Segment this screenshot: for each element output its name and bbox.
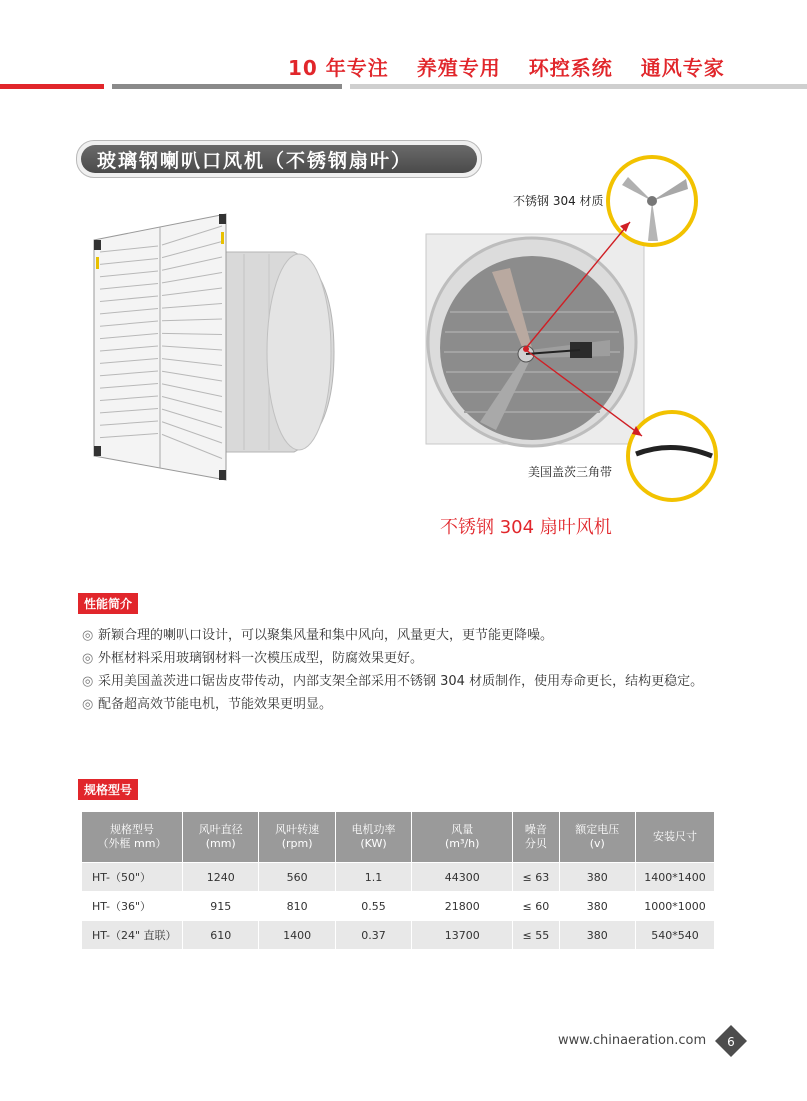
table-cell: 1.1 (335, 863, 411, 892)
bullet-marker-icon: ◎ (82, 697, 94, 712)
table-cell: 1000*1000 (636, 892, 715, 921)
specs-heading: 规格型号 (78, 779, 138, 800)
callout-pointer-lines (500, 200, 660, 460)
bullet-marker-icon: ◎ (82, 674, 94, 689)
table-header-row (82, 812, 714, 863)
list-item (82, 693, 732, 716)
table-cell: 0.55 (335, 892, 411, 921)
features-heading: 性能简介 (78, 593, 138, 614)
table-cell: 560 (259, 863, 335, 892)
table-cell: 1400*1400 (636, 863, 715, 892)
table-cell: 810 (259, 892, 335, 921)
product-caption: 不锈钢 304 扇叶风机 (440, 517, 612, 538)
feature-text: 配备超高效节能电机，节能效果更明显。 (98, 697, 333, 712)
header-rule-gray (112, 84, 342, 89)
table-cell: 44300 (412, 863, 513, 892)
table-cell: 1400 (259, 921, 335, 950)
blade-material-label: 不锈钢 304 材质 (513, 194, 604, 208)
slogan-item: 养殖专用 (416, 56, 501, 80)
slogan-item: 通风专家 (640, 56, 725, 80)
header-rule-red (0, 84, 104, 89)
table-cell: 380 (559, 892, 635, 921)
table-cell: ≤ 60 (513, 892, 559, 921)
page-number: 6 (727, 1035, 735, 1049)
column-header: 风量 (m³/h) (412, 812, 513, 863)
page-number-badge (714, 1024, 748, 1058)
list-item (82, 624, 732, 647)
table-cell: ≤ 55 (513, 921, 559, 950)
list-item (82, 647, 732, 670)
table-row (82, 892, 714, 921)
column-header: 电机功率 (KW) (335, 812, 411, 863)
table-cell: 13700 (412, 921, 513, 950)
table-cell: 21800 (412, 892, 513, 921)
slogan-item: 10 年专注 (288, 56, 389, 80)
table-row (82, 863, 714, 892)
spec-table (82, 812, 714, 949)
table-cell: 380 (559, 921, 635, 950)
table-cell: 1240 (183, 863, 259, 892)
column-header: 风叶直径 (mm) (183, 812, 259, 863)
table-cell: HT-（50"） (82, 863, 183, 892)
list-item (82, 670, 732, 693)
table-cell: 610 (183, 921, 259, 950)
feature-text: 新颖合理的喇叭口设计，可以聚集风量和集中风向，风量更大，更节能更降噪。 (98, 628, 554, 643)
table-cell: HT-（36"） (82, 892, 183, 921)
bullet-marker-icon: ◎ (82, 628, 94, 643)
product-title: 玻璃钢喇叭口风机（不锈钢扇叶） (81, 145, 477, 173)
column-header: 规格型号 （外框 mm） (82, 812, 183, 863)
fan-front-view-image (84, 212, 344, 492)
website-url: www.chinaeration.com (558, 1033, 707, 1048)
belt-label: 美国盖茨三角带 (528, 465, 613, 479)
header-slogan (288, 52, 725, 82)
table-cell: 540*540 (636, 921, 715, 950)
column-header: 噪音 分贝 (513, 812, 559, 863)
column-header: 风叶转速 (rpm) (259, 812, 335, 863)
table-cell: 915 (183, 892, 259, 921)
table-cell: 0.37 (335, 921, 411, 950)
slogan-item: 环控系统 (528, 56, 613, 80)
table-cell: ≤ 63 (513, 863, 559, 892)
header-rule-light (350, 84, 807, 89)
features-list (82, 624, 732, 716)
feature-text: 采用美国盖茨进口锯齿皮带传动，内部支架全部采用不锈钢 304 材质制作，使用寿命更长，结构更稳定。 (98, 674, 704, 689)
table-cell: 380 (559, 863, 635, 892)
bullet-marker-icon: ◎ (82, 651, 94, 666)
column-header: 额定电压 (v) (559, 812, 635, 863)
product-title-box (76, 140, 482, 178)
table-row (82, 921, 714, 950)
column-header: 安装尺寸 (636, 812, 715, 863)
table-cell: HT-（24" 直联） (82, 921, 183, 950)
feature-text: 外框材料采用玻璃钢材料一次模压成型，防腐效果更好。 (98, 651, 424, 666)
